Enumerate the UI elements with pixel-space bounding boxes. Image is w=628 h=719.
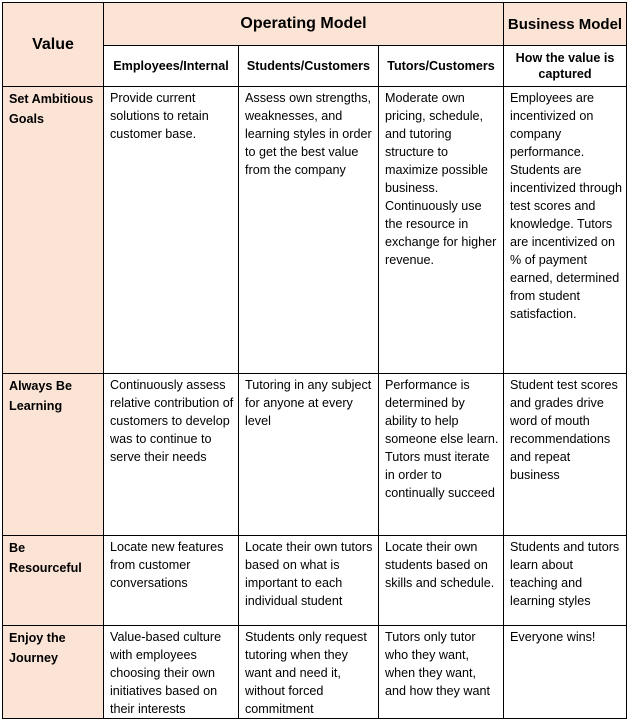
row-label-set-ambitious-goals: Set Ambitious Goals (3, 87, 104, 374)
table-row (3, 626, 627, 719)
table-cell: Continuously assess relative contribution of customers to develop was to continue to serve their needs (104, 374, 239, 536)
value-captured-header: How the value is captured (504, 46, 627, 87)
table-cell: Performance is determined by ability to help someone else learn. Tutors must iterate in order to continually succeed (379, 374, 504, 536)
employees-internal-header: Employees/Internal (104, 46, 239, 87)
table-cell: Students only request tutoring when they want and need it, without forced commitment (239, 626, 379, 719)
table-row (3, 374, 627, 536)
table-cell: Assess own strengths, weaknesses, and learning styles in order to get the best value from the company (239, 87, 379, 374)
table-cell: Student test scores and grades drive word of mouth recommendations and repeat business (504, 374, 627, 536)
table-row (3, 87, 627, 374)
tutors-customers-header: Tutors/Customers (379, 46, 504, 87)
table-cell: Everyone wins! (504, 626, 627, 719)
table-cell: Tutoring in any subject for anyone at every level (239, 374, 379, 536)
students-customers-header: Students/Customers (239, 46, 379, 87)
table-cell: Locate their own students based on skills and schedule. (379, 536, 504, 626)
row-label-enjoy-the-journey: Enjoy the Journey (3, 626, 104, 719)
table-cell: Value-based culture with employees choosing their own initiatives based on their interests (104, 626, 239, 719)
operating-model-header: Operating Model (104, 3, 504, 46)
table-cell: Students and tutors learn about teaching and learning styles (504, 536, 627, 626)
table-cell: Locate their own tutors based on what is important to each individual student (239, 536, 379, 626)
business-model-header: Business Model (504, 3, 627, 46)
table-cell: Tutors only tutor who they want, when they want, and how they want (379, 626, 504, 719)
value-header: Value (3, 3, 104, 87)
row-label-always-be-learning: Always Be Learning (3, 374, 104, 536)
table-cell: Locate new features from customer conversations (104, 536, 239, 626)
table-cell: Employees are incentivized on company performance. Students are incentivized through test scores and knowledge. Tutors are incentivized on % of payment earned, determined from student satisfaction. (504, 87, 627, 374)
table-row (3, 536, 627, 626)
row-label-be-resourceful: Be Resourceful (3, 536, 104, 626)
table-cell: Provide current solutions to retain customer base. (104, 87, 239, 374)
value-model-table (2, 2, 627, 719)
table-cell: Moderate own pricing, schedule, and tutoring structure to maximize possible business. Continuously use the resource in exchange for higher revenue. (379, 87, 504, 374)
